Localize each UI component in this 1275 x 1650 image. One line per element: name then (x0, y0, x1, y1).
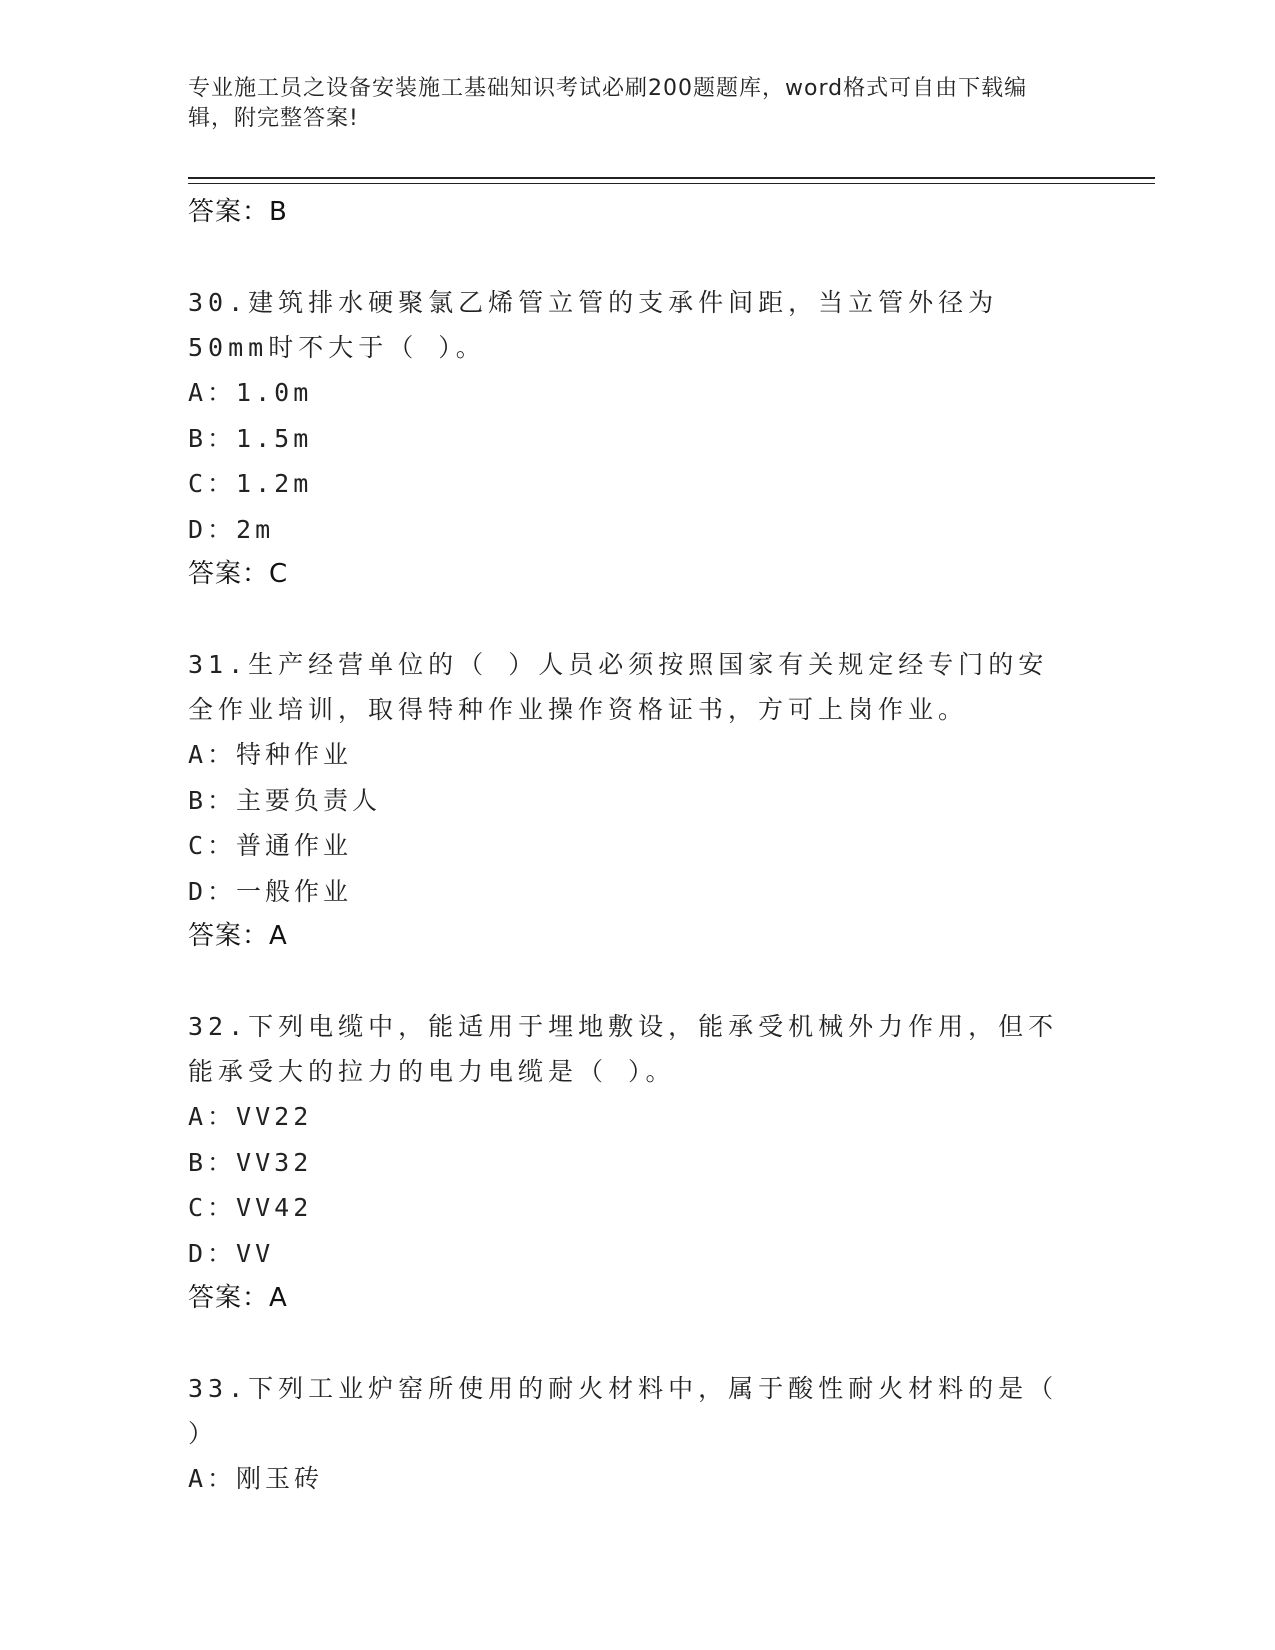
header-divider-thin (188, 183, 1155, 184)
option-c: C：1.2m (188, 469, 313, 498)
document-header: 专业施工员之设备安装施工基础知识考试必刷200题题库，word格式可自由下载编辑，附完整答案! (188, 76, 1028, 131)
question-text: 32.下列电缆中，能适用于埋地敷设，能承受机械外力作用，但不能承受大的拉力的电力电缆是（ ）。 (188, 1012, 1059, 1086)
option-d: D：2m (188, 514, 275, 544)
header-divider-thick (188, 177, 1155, 179)
answer-line: 答案：A (188, 921, 288, 951)
question-item-32 (188, 1004, 1088, 1320)
option-c: C：VV42 (188, 1193, 313, 1222)
question-item-30 (188, 280, 1088, 596)
option-d: D：一般作业 (188, 876, 353, 906)
question-text: 31.生产经营单位的（ ）人员必须按照国家有关规定经专门的安全作业培训，取得特种作业操作资格证书，方可上岗作业。 (188, 650, 1049, 724)
option-b: B：主要负责人 (188, 785, 382, 815)
option-d: D：VV (188, 1238, 275, 1268)
question-text: 30.建筑排水硬聚氯乙烯管立管的支承件间距，当立管外径为50mm时不大于（ ）。 (188, 288, 999, 362)
option-a: A：特种作业 (188, 740, 353, 769)
question-list (188, 190, 1088, 1502)
option-b: B：1.5m (188, 423, 313, 453)
question-text: 33.下列工业炉窑所使用的耐火材料中，属于酸性耐火材料的是（ ） (188, 1374, 1059, 1448)
option-a: A：刚玉砖 (188, 1464, 324, 1493)
answer-line: 答案：C (188, 559, 289, 589)
option-a: A：1.0m (188, 378, 313, 407)
answer-line: 答案：B (188, 197, 288, 227)
option-b: B：VV32 (188, 1147, 313, 1177)
answer-line: 答案：A (188, 1283, 288, 1313)
question-item-31 (188, 642, 1088, 958)
option-a: A：VV22 (188, 1102, 313, 1131)
option-c: C：普通作业 (188, 831, 353, 860)
question-item-33 (188, 1366, 1088, 1502)
